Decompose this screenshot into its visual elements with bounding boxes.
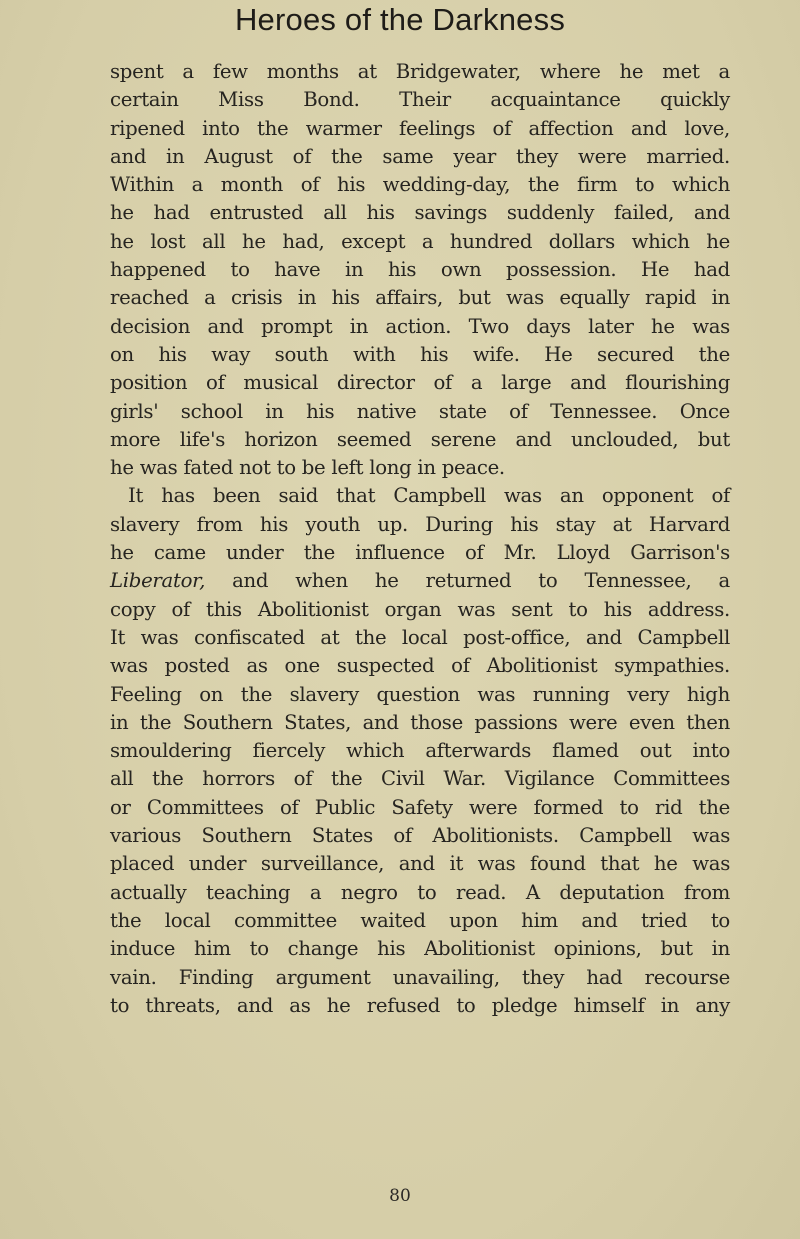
periodical-title: Liberator,: [110, 569, 206, 593]
text-line: in the Southern States, and those passions were even then: [110, 710, 730, 734]
text-line: induce him to change his Abolitionist opinions, but in: [110, 937, 730, 961]
text-line: he had entrusted all his savings suddenly failed, and: [110, 201, 730, 225]
text-line: on his way south with his wife. He secured the: [110, 342, 730, 366]
text-line: he came under the influence of Mr. Lloyd Garrison's: [110, 541, 730, 565]
text-line: happened to have in his own possession. He had: [110, 258, 730, 282]
text-line: It has been said that Campbell was an opponent of: [128, 484, 730, 508]
text-line: smouldering fiercely which afterwards flamed out into: [110, 739, 730, 763]
text-line: he lost all he had, except a hundred dollars which he: [110, 229, 730, 253]
text-line: ripened into the warmer feelings of affection and love,: [110, 116, 730, 140]
text-line: to threats, and as he refused to pledge himself in any: [110, 993, 730, 1017]
body-text: [110, 58, 730, 1020]
text-line: Feeling on the slavery question was running very high: [110, 682, 730, 706]
text-line: Within a month of his wedding-day, the firm to which: [110, 173, 730, 197]
text-line: was posted as one suspected of Abolitionist sympathies.: [110, 654, 730, 678]
text-line: various Southern States of Abolitionists. Campbell was: [110, 824, 730, 848]
text-line: position of musical director of a large and flourishing: [110, 371, 730, 395]
text-line: he was fated not to be left long in peace.: [110, 456, 505, 480]
text-line: the local committee waited upon him and tried to: [110, 908, 730, 932]
text-line: and in August of the same year they were married.: [110, 144, 730, 168]
text-line: It was confiscated at the local post-office, and Campbell: [110, 625, 730, 649]
text-line: all the horrors of the Civil War. Vigilance Committees: [110, 767, 730, 791]
text-line: copy of this Abolitionist organ was sent to his address.: [110, 597, 730, 621]
text-line: decision and prompt in action. Two days later he was: [110, 314, 730, 338]
text-line: actually teaching a negro to read. A deputation from: [110, 880, 730, 904]
text-line: more life's horizon seemed serene and unclouded, but: [110, 427, 730, 451]
page-number: 80: [389, 1186, 411, 1206]
text-line: slavery from his youth up. During his stay at Harvard: [110, 512, 730, 536]
text-line: girls' school in his native state of Tennessee. Once: [110, 399, 730, 423]
text-line: certain Miss Bond. Their acquaintance quickly: [110, 88, 730, 112]
text-line: placed under surveillance, and it was found that he was: [110, 852, 730, 876]
text-line: reached a crisis in his affairs, but was equally rapid in: [110, 286, 730, 310]
text-line: spent a few months at Bridgewater, where he met a: [110, 60, 730, 83]
text-line-with-title: [110, 567, 730, 595]
text-line-rest: and when he returned to Tennessee, a: [232, 569, 730, 593]
text-line: or Committees of Public Safety were formed to rid the: [110, 795, 730, 819]
text-line: vain. Finding argument unavailing, they had recourse: [110, 965, 730, 989]
running-head: Heroes of the Darkness: [234, 2, 566, 37]
